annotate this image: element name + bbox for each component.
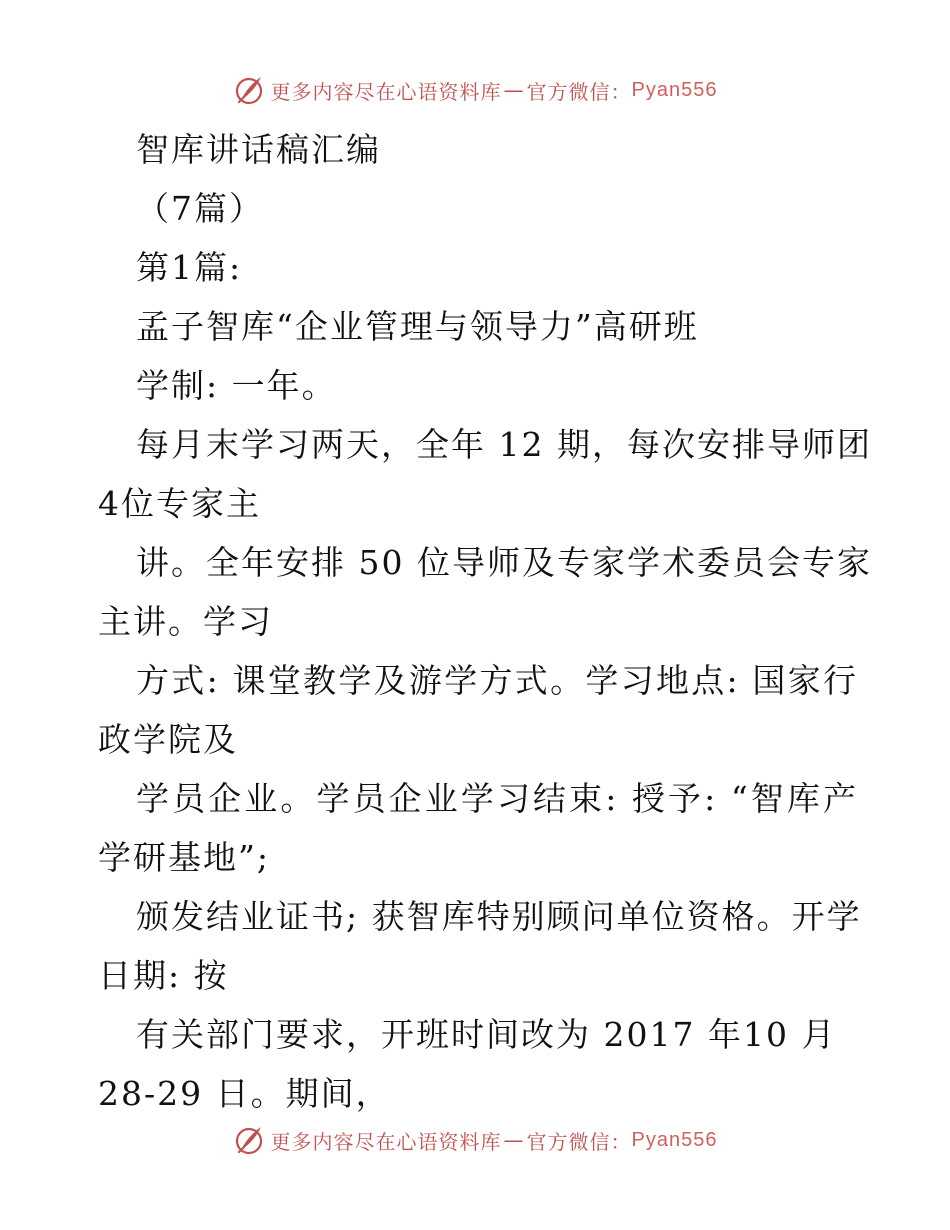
text-line: 日期: 按 — [98, 956, 229, 995]
text-line: 讲。全年安排 50 位导师及专家学术委员会专家 — [136, 543, 872, 582]
text-line: 有关部门要求，开班时间改为 2017 年10 月 — [136, 1015, 837, 1054]
text-line: 4位专家主 — [98, 484, 261, 523]
program-title: 孟子智库“企业管理与领导力”高研班 — [136, 307, 699, 346]
text-line: 政学院及 — [98, 720, 238, 759]
text-line: 学研基地”; — [98, 838, 270, 877]
document-body — [98, 120, 872, 1123]
banner-dash: — — [503, 78, 525, 102]
banner-wechat-label: 官方微信： — [526, 79, 632, 104]
document-subtitle: （7篇） — [136, 189, 264, 228]
header-banner — [0, 70, 950, 110]
quill-pen-icon — [233, 74, 265, 106]
banner-main-text: 更多内容尽在心语资料库 — [270, 1129, 502, 1154]
banner-main-text: 更多内容尽在心语资料库 — [270, 79, 502, 104]
text-line: 方式: 课堂教学及游学方式。学习地点: 国家行 — [136, 661, 858, 700]
footer-banner — [0, 1120, 950, 1160]
banner-wechat-id: Pyan556 — [631, 78, 718, 101]
text-line: 学员企业。学员企业学习结束: 授予: “智库产 — [136, 779, 858, 818]
text-line: 主讲。学习 — [98, 602, 273, 641]
quill-pen-icon — [233, 1124, 265, 1156]
section-heading: 第1篇: — [136, 248, 243, 287]
text-line: 颁发结业证书; 获智库特别顾问单位资格。开学 — [136, 897, 862, 936]
banner-wechat-id: Pyan556 — [631, 1128, 718, 1151]
banner-wechat-label: 官方微信： — [526, 1129, 632, 1154]
text-line: 每月末学习两天，全年 12 期，每次安排导师团 — [136, 425, 872, 464]
text-line: 学制: 一年。 — [136, 366, 337, 405]
text-line: 28-29 日。期间， — [98, 1074, 391, 1113]
banner-dash: — — [503, 1128, 525, 1152]
document-title: 智库讲话稿汇编 — [136, 130, 381, 169]
